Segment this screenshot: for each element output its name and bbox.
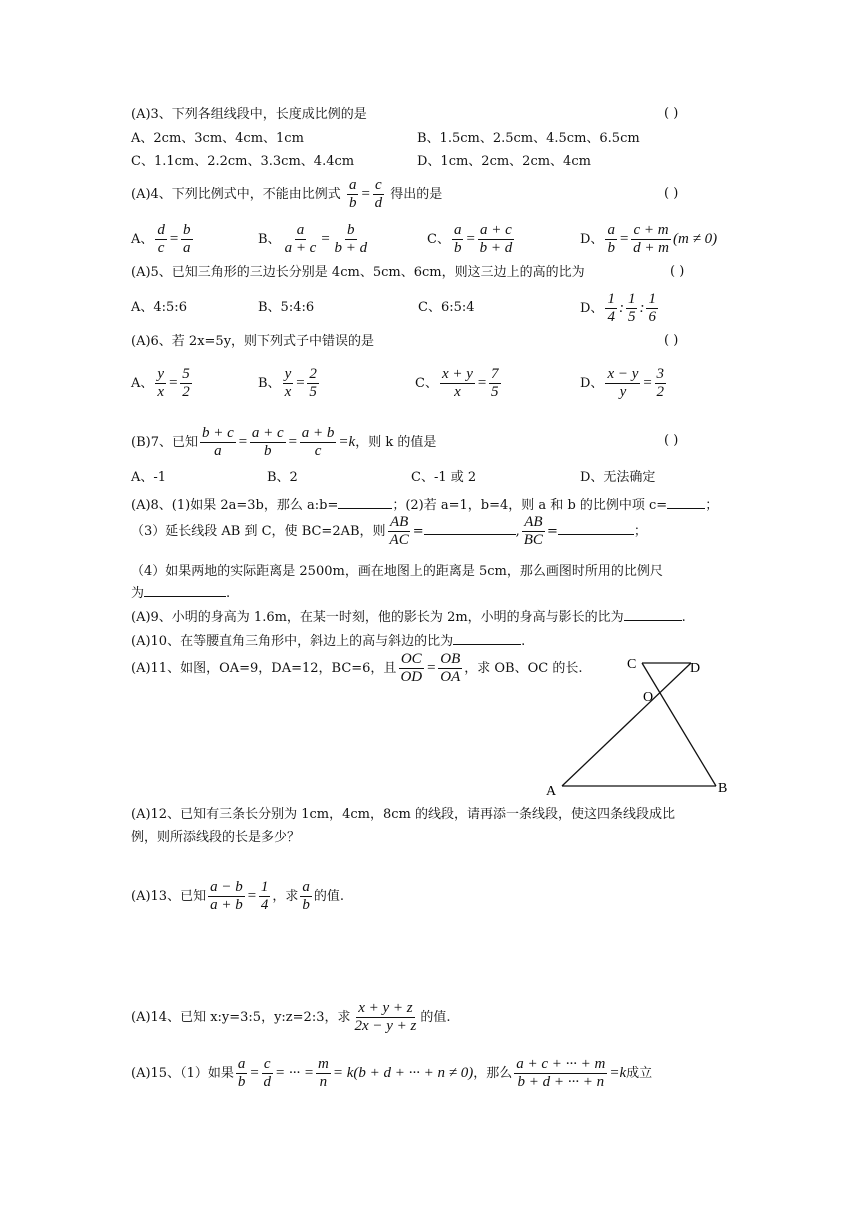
- q7-option-d: D、无法确定: [580, 470, 656, 485]
- q8-line-2: （3）延长线段 AB 到 C，使 BC=2AB，则 $\frac{AB}{AC}$ = , $\frac{AB}{BC}$ = ；: [131, 514, 647, 548]
- q14-text: (A)14、已知 x:y=3:5，y:z=2:3，求 $\frac{x + y + z}{2x - y + z}$ 的值.: [131, 1000, 451, 1034]
- q6-option-d: D、 $\frac{x - y}{y}$ = $\frac{3}{2}$: [580, 366, 664, 400]
- q9-blank[interactable]: [624, 606, 682, 621]
- q7-stem: (B)7、已知 $\frac{b + c}{a}$ = $\frac{a + c}{b}$ = $\frac{a + b}{c}$ =k，则 k 的值是: [131, 425, 437, 459]
- q4-option-a: A、 $\frac{d}{c}$ = $\frac{b}{a}$: [131, 222, 191, 256]
- q5-option-a: A、4:5:6: [131, 300, 187, 315]
- q4-stem: (A)4、下列比例式中，不能由比例式 $\frac{a}{b}$ = $\frac{c}{d}$ 得出的是: [131, 177, 443, 211]
- q3-answer-paren[interactable]: ( ): [664, 106, 679, 121]
- q5-option-d: D、 $\frac{1}{4}$ : $\frac{1}{5}$ : $\frac{1}{6}$: [580, 291, 656, 325]
- q4-option-b: B、 $\frac{a}{a + c}$ = $\frac{b}{b + d}$: [258, 222, 368, 256]
- q4-stem-pre: (A)4、下列比例式中，不能由比例式: [131, 187, 341, 202]
- q3-stem: (A)3、下列各组线段中，长度成比例的是: [131, 107, 367, 122]
- q4-option-c: C、 $\frac{a}{b}$ = $\frac{a + c}{b + d}$: [427, 222, 513, 256]
- q7-option-c: C、-1 或 2: [411, 470, 477, 485]
- q5-answer-paren[interactable]: ( ): [670, 264, 685, 279]
- q3-option-a: A、2cm、3cm、4cm、1cm: [131, 131, 304, 146]
- label-d: D: [690, 661, 701, 676]
- q4-stem-post: 得出的是: [390, 187, 443, 202]
- segment-cb: [642, 663, 716, 786]
- q8-blank-5[interactable]: [144, 582, 226, 597]
- q11-figure: [540, 650, 740, 800]
- label-c: C: [627, 657, 637, 672]
- q9-text: (A)9、小明的身高为 1.6m，在某一时刻，他的影长为 2m，小明的身高与影长的比为 .: [131, 606, 686, 627]
- q10-blank[interactable]: [453, 630, 521, 645]
- q11-text: (A)11、如图，OA=9，DA=12，BC=6，且 $\frac{OC}{OD}$ = $\frac{OB}{OA}$ ，求 OB、OC 的长.: [131, 651, 583, 685]
- q6-option-c: C、 $\frac{x + y}{x}$ = $\frac{7}{5}$: [415, 366, 499, 400]
- q12-line-1: (A)12、已知有三条长分别为 1cm，4cm，8cm 的线段，请再添一条线段，使这四条线段成比: [131, 807, 675, 822]
- segment-da: [562, 663, 691, 786]
- q6-option-a: A、 $\frac{y}{x}$ = $\frac{5}{2}$: [131, 366, 190, 400]
- q6-option-b: B、 $\frac{y}{x}$ = $\frac{2}{5}$: [258, 366, 317, 400]
- q8-blank-1[interactable]: [338, 494, 392, 509]
- q7-answer-paren[interactable]: ( ): [664, 433, 679, 448]
- q8-line-4: 为 .: [131, 582, 230, 603]
- q8-blank-2[interactable]: [667, 494, 705, 509]
- q6-answer-paren[interactable]: ( ): [664, 333, 679, 348]
- q15-text: (A)15、（1）如果 $\frac{a}{b}$ = $\frac{c}{d}$ = ··· = $\frac{m}{n}$ = k(b + d + ··· + n ≠ 0)，那么 $\frac{a + c + \cdot\cdot\cdot + m}{b + d + \cdot\cdot\cdot + n}$ =k成立: [131, 1056, 653, 1090]
- q4-option-d: D、 $\frac{a}{b}$ = $\frac{c + m}{d + m}$ (m ≠ 0): [580, 222, 718, 256]
- q3-option-d: D、1cm、2cm、2cm、4cm: [417, 154, 591, 169]
- q8-line-1: (A)8、(1)如果 2a=3b，那么 a:b= ；(2)若 a=1，b=4，则 a 和 b 的比例中项 c= ；: [131, 494, 718, 515]
- q7-option-a: A、-1: [131, 470, 167, 485]
- label-b: B: [718, 781, 728, 796]
- q8-blank-3[interactable]: [424, 520, 516, 535]
- q4-answer-paren[interactable]: ( ): [664, 186, 679, 201]
- q3-option-b: B、1.5cm、2.5cm、4.5cm、6.5cm: [417, 131, 640, 146]
- q4-given-frac-1: $\frac{a}{b}$: [348, 177, 357, 211]
- q13-text: (A)13、已知 $\frac{a - b}{a + b}$ = $\frac{1}{4}$ ，求 $\frac{a}{b}$ 的值.: [131, 879, 344, 913]
- q5-option-b: B、5:4:6: [258, 300, 315, 315]
- q3-option-c: C、1.1cm、2.2cm、3.3cm、4.4cm: [131, 154, 355, 169]
- q5-stem: (A)5、已知三角形的三边长分别是 4cm、5cm、6cm，则这三边上的高的比为: [131, 265, 585, 280]
- q5-option-c: C、6:5:4: [418, 300, 475, 315]
- q7-option-b: B、2: [267, 470, 298, 485]
- q10-text: (A)10、在等腰直角三角形中，斜边上的高与斜边的比为 .: [131, 630, 525, 651]
- q6-stem: (A)6、若 2x=5y，则下列式子中错误的是: [131, 334, 375, 349]
- q8-line-3: （4）如果两地的实际距离是 2500m，画在地图上的距离是 5cm，那么画图时所用的比例尺: [131, 564, 663, 579]
- label-o: O: [643, 690, 654, 705]
- q4-given-frac-2: $\frac{c}{d}$: [374, 177, 383, 211]
- q8-blank-4[interactable]: [558, 520, 634, 535]
- label-a: A: [546, 784, 557, 799]
- q12-line-2: 例，则所添线段的长是多少？: [131, 830, 301, 845]
